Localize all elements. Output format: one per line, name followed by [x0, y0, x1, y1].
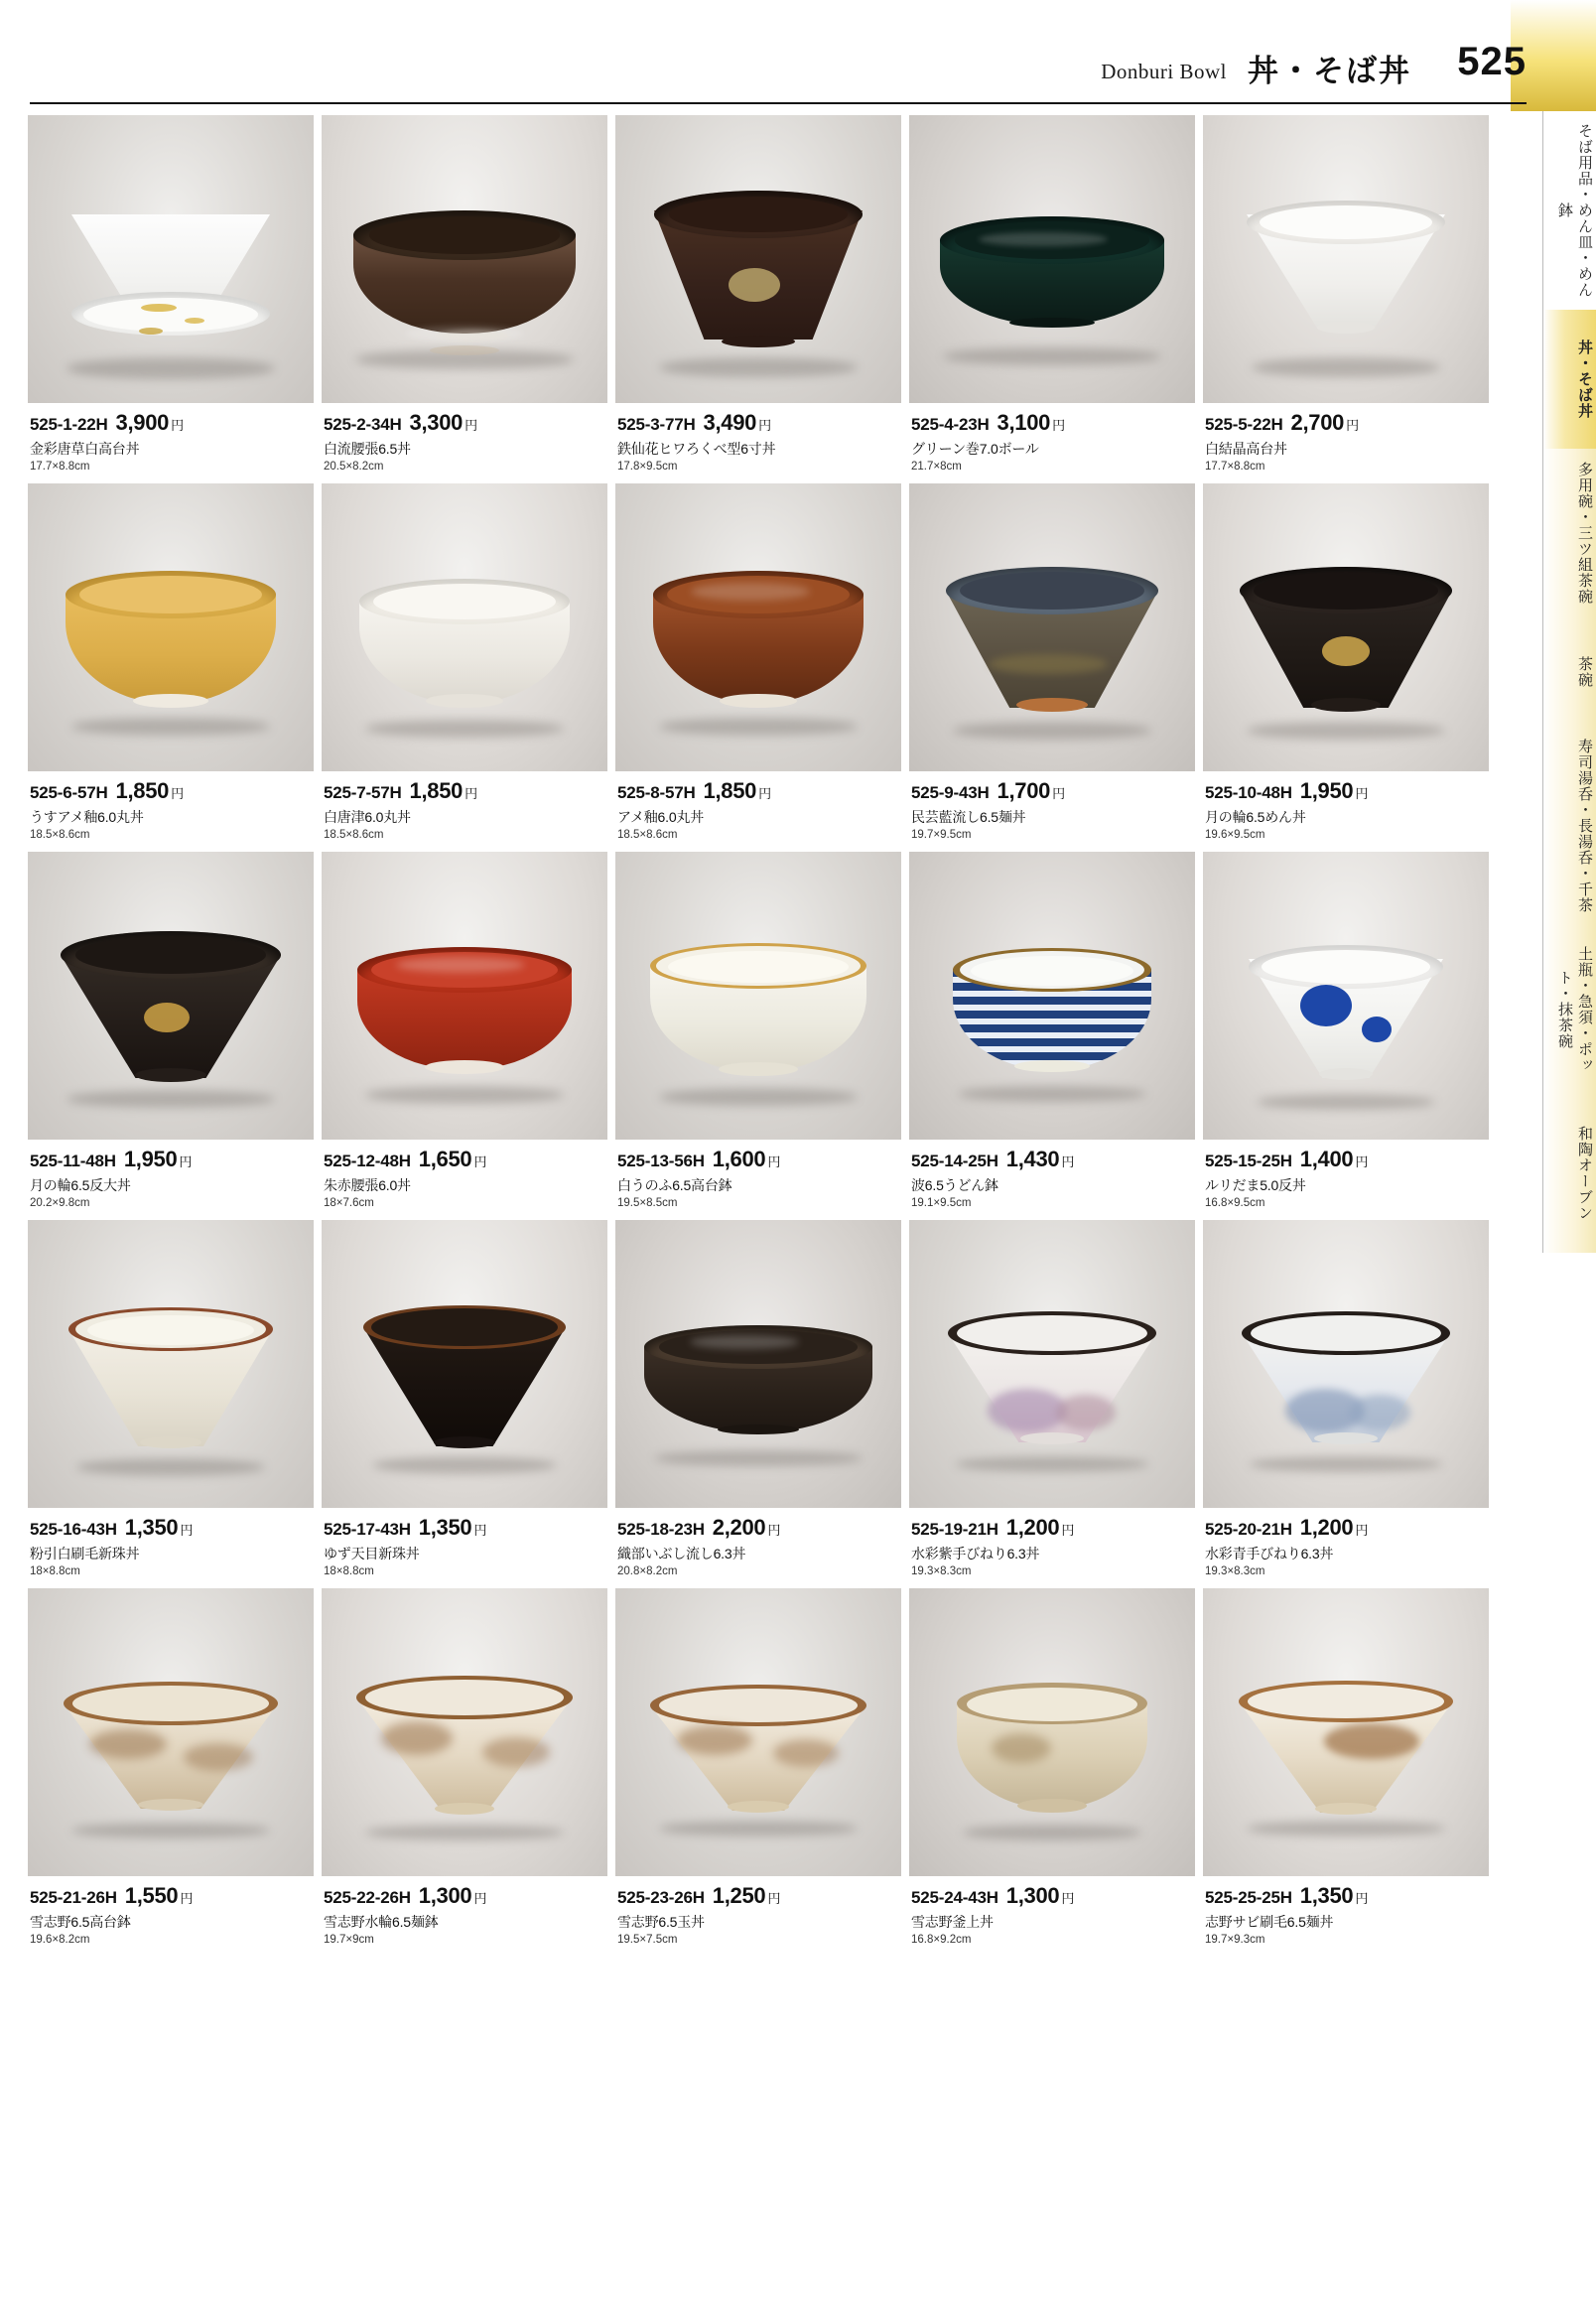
- product-price: 3,100: [997, 410, 1051, 435]
- product-photo: [1203, 852, 1489, 1140]
- product-cell[interactable]: [24, 483, 318, 852]
- product-code: 525-9-43H: [911, 783, 990, 802]
- product-photo: [1203, 1588, 1489, 1876]
- side-tab-label: 和陶オーブン: [1576, 1126, 1593, 1221]
- currency-unit: 円: [180, 1891, 194, 1906]
- product-code: 525-11-48H: [30, 1152, 116, 1170]
- product-size: 19.7×9.3cm: [1205, 1934, 1265, 1946]
- product-code: 525-19-21H: [911, 1520, 998, 1539]
- currency-unit: 円: [171, 786, 185, 801]
- product-size: 18×7.6cm: [324, 1197, 374, 1209]
- product-photo: [1203, 483, 1489, 771]
- product-code: 525-13-56H: [617, 1152, 705, 1170]
- product-price: 1,300: [418, 1883, 472, 1908]
- product-caption: [909, 1876, 1195, 1957]
- product-price: 1,950: [1299, 778, 1354, 803]
- product-name: グリーン巻7.0ボール: [911, 441, 1039, 457]
- product-price: 1,300: [1005, 1883, 1060, 1908]
- product-name: ゆず天目新珠丼: [324, 1546, 420, 1561]
- header-title-english: Donburi Bowl: [1101, 60, 1227, 83]
- product-photo: [28, 1588, 314, 1876]
- product-caption: [909, 403, 1195, 483]
- product-price: 3,300: [409, 410, 464, 435]
- product-row: [24, 1588, 1493, 1957]
- product-cell[interactable]: [318, 483, 611, 852]
- product-price: 1,350: [1299, 1883, 1354, 1908]
- product-code: 525-21-26H: [30, 1888, 117, 1907]
- product-size: 17.7×8.8cm: [1205, 461, 1265, 473]
- currency-unit: 円: [465, 418, 478, 433]
- product-size: 16.8×9.5cm: [1205, 1197, 1265, 1209]
- product-size: 18.5×8.6cm: [30, 829, 90, 841]
- product-size: 19.5×7.5cm: [617, 1934, 678, 1946]
- product-caption: [1203, 771, 1489, 852]
- product-cell[interactable]: [611, 852, 905, 1220]
- product-price: 1,600: [712, 1147, 766, 1171]
- product-caption: [28, 403, 314, 483]
- currency-unit: 円: [180, 1523, 194, 1538]
- product-code: 525-5-22H: [1205, 415, 1283, 434]
- product-row: [24, 115, 1493, 483]
- currency-unit: 円: [473, 1154, 487, 1169]
- currency-unit: 円: [758, 786, 772, 801]
- product-name: 水彩青手びねり6.3丼: [1205, 1546, 1334, 1561]
- product-cell[interactable]: [24, 1220, 318, 1588]
- currency-unit: 円: [1052, 418, 1066, 433]
- currency-unit: 円: [473, 1523, 487, 1538]
- product-size: 21.7×8cm: [911, 461, 962, 473]
- product-cell[interactable]: [1199, 483, 1493, 852]
- product-caption: [615, 1140, 901, 1220]
- side-tab-4[interactable]: [1542, 617, 1596, 727]
- product-caption: [322, 1876, 607, 1957]
- product-code: 525-25-25H: [1205, 1888, 1292, 1907]
- product-cell[interactable]: [611, 1588, 905, 1957]
- product-cell[interactable]: [611, 483, 905, 852]
- currency-unit: 円: [767, 1154, 781, 1169]
- product-size: 19.3×8.3cm: [911, 1565, 972, 1577]
- side-tab-label: 多用碗・三ツ組茶碗: [1576, 462, 1593, 605]
- product-code: 525-17-43H: [324, 1520, 411, 1539]
- product-photo: [615, 115, 901, 403]
- product-name: アメ釉6.0丸丼: [617, 809, 705, 825]
- product-name: 民芸藍流し6.5麺丼: [911, 809, 1026, 825]
- product-name: 金彩唐草白高台丼: [30, 441, 140, 457]
- product-cell[interactable]: [905, 1220, 1199, 1588]
- currency-unit: 円: [171, 418, 185, 433]
- currency-unit: 円: [1061, 1154, 1075, 1169]
- product-cell[interactable]: [24, 1588, 318, 1957]
- product-photo: [909, 115, 1195, 403]
- product-cell[interactable]: [611, 115, 905, 483]
- product-caption: [28, 1876, 314, 1957]
- product-name: 志野サビ刷毛6.5麺丼: [1205, 1914, 1334, 1930]
- product-photo: [28, 1220, 314, 1508]
- product-name: ルリだま5.0反丼: [1205, 1177, 1306, 1193]
- product-name: 月の輪6.5反大丼: [30, 1177, 131, 1193]
- product-photo: [322, 1588, 607, 1876]
- product-cell[interactable]: [318, 1220, 611, 1588]
- currency-unit: 円: [1061, 1891, 1075, 1906]
- product-code: 525-1-22H: [30, 415, 108, 434]
- currency-unit: 円: [1346, 418, 1360, 433]
- product-cell[interactable]: [905, 1588, 1199, 1957]
- header-title-japanese: 丼・そば丼: [1248, 54, 1411, 88]
- product-cell[interactable]: [611, 1220, 905, 1588]
- side-tab-1[interactable]: [1542, 310, 1596, 449]
- product-size: 17.7×8.8cm: [30, 461, 90, 473]
- product-caption: [322, 771, 607, 852]
- product-photo: [28, 483, 314, 771]
- product-cell[interactable]: [318, 1588, 611, 1957]
- product-size: 20.2×9.8cm: [30, 1197, 90, 1209]
- currency-unit: 円: [1355, 1154, 1369, 1169]
- product-size: 19.7×9.5cm: [911, 829, 972, 841]
- product-code: 525-18-23H: [617, 1520, 705, 1539]
- currency-unit: 円: [758, 418, 772, 433]
- product-price: 1,200: [1299, 1515, 1354, 1540]
- product-name: 粉引白刷毛新珠丼: [30, 1546, 140, 1561]
- product-size: 19.6×9.5cm: [1205, 829, 1265, 841]
- product-caption: [322, 403, 607, 483]
- product-price: 1,850: [115, 778, 170, 803]
- product-cell[interactable]: [905, 115, 1199, 483]
- product-name: 月の輪6.5めん丼: [1205, 809, 1306, 825]
- product-size: 20.8×8.2cm: [617, 1565, 678, 1577]
- side-tab-label: そば用品・めん皿・めん鉢: [1556, 123, 1593, 298]
- currency-unit: 円: [767, 1891, 781, 1906]
- currency-unit: 円: [1052, 786, 1066, 801]
- product-grid: [24, 115, 1493, 1957]
- product-size: 16.8×9.2cm: [911, 1934, 972, 1946]
- product-code: 525-10-48H: [1205, 783, 1292, 802]
- product-cell[interactable]: [1199, 1588, 1493, 1957]
- product-code: 525-3-77H: [617, 415, 696, 434]
- product-price: 1,650: [418, 1147, 472, 1171]
- side-index: [1532, 111, 1596, 1362]
- product-caption: [322, 1140, 607, 1220]
- currency-unit: 円: [1355, 786, 1369, 801]
- product-photo: [1203, 1220, 1489, 1508]
- currency-unit: 円: [179, 1154, 193, 1169]
- side-tab-5[interactable]: [1542, 727, 1596, 925]
- product-code: 525-4-23H: [911, 415, 990, 434]
- product-photo: [615, 483, 901, 771]
- product-row: [24, 852, 1493, 1220]
- product-price: 1,250: [712, 1883, 766, 1908]
- product-caption: [615, 1876, 901, 1957]
- product-code: 525-6-57H: [30, 783, 108, 802]
- side-tab-label: 茶碗: [1576, 656, 1593, 688]
- side-tab-0[interactable]: [1542, 111, 1596, 310]
- product-price: 1,850: [409, 778, 464, 803]
- product-name: 雪志野6.5高台鉢: [30, 1914, 131, 1930]
- product-row: [24, 1220, 1493, 1588]
- product-name: 白結晶高台丼: [1205, 441, 1287, 457]
- side-tab-label: 寿司湯呑・長湯呑・千茶: [1576, 739, 1593, 913]
- product-size: 18×8.8cm: [30, 1565, 80, 1577]
- product-caption: [322, 1508, 607, 1588]
- product-price: 3,490: [703, 410, 757, 435]
- product-cell[interactable]: [318, 852, 611, 1220]
- product-code: 525-7-57H: [324, 783, 402, 802]
- product-caption: [1203, 1876, 1489, 1957]
- product-price: 1,200: [1005, 1515, 1060, 1540]
- product-caption: [909, 1508, 1195, 1588]
- product-cell[interactable]: [905, 852, 1199, 1220]
- currency-unit: 円: [465, 786, 478, 801]
- product-photo: [28, 852, 314, 1140]
- side-tab-7[interactable]: [1542, 925, 1596, 1094]
- currency-unit: 円: [1355, 1891, 1369, 1906]
- product-cell[interactable]: [1199, 1220, 1493, 1588]
- currency-unit: 円: [1061, 1523, 1075, 1538]
- product-price: 1,850: [703, 778, 757, 803]
- product-code: 525-20-21H: [1205, 1520, 1292, 1539]
- product-name: 織部いぶし流し6.3丼: [617, 1546, 746, 1561]
- product-price: 1,430: [1005, 1147, 1060, 1171]
- currency-unit: 円: [473, 1891, 487, 1906]
- product-code: 525-15-25H: [1205, 1152, 1292, 1170]
- product-code: 525-14-25H: [911, 1152, 998, 1170]
- product-size: 19.6×8.2cm: [30, 1934, 90, 1946]
- product-name: 白うのふ6.5高台鉢: [617, 1177, 732, 1193]
- product-photo: [322, 1220, 607, 1508]
- product-price: 1,950: [123, 1147, 178, 1171]
- product-code: 525-2-34H: [324, 415, 402, 434]
- product-photo: [909, 1588, 1195, 1876]
- product-photo: [909, 1220, 1195, 1508]
- product-size: 19.5×8.5cm: [617, 1197, 678, 1209]
- side-tab-8[interactable]: [1542, 1094, 1596, 1253]
- currency-unit: 円: [767, 1523, 781, 1538]
- product-caption: [615, 1508, 901, 1588]
- product-cell[interactable]: [24, 852, 318, 1220]
- product-size: 20.5×8.2cm: [324, 461, 384, 473]
- product-name: 朱赤腰張6.0丼: [324, 1177, 411, 1193]
- product-price: 2,200: [712, 1515, 766, 1540]
- product-name: 波6.5うどん鉢: [911, 1177, 998, 1193]
- product-photo: [909, 483, 1195, 771]
- product-caption: [28, 1508, 314, 1588]
- product-price: 1,350: [418, 1515, 472, 1540]
- product-name: 雪志野水輪6.5麺鉢: [324, 1914, 439, 1930]
- product-row: [24, 483, 1493, 852]
- product-price: 1,400: [1299, 1147, 1354, 1171]
- product-cell[interactable]: [24, 115, 318, 483]
- side-tab-2[interactable]: [1542, 449, 1596, 617]
- currency-unit: 円: [1355, 1523, 1369, 1538]
- product-photo: [322, 852, 607, 1140]
- product-size: 18.5×8.6cm: [617, 829, 678, 841]
- product-price: 1,350: [124, 1515, 179, 1540]
- product-size: 18×8.8cm: [324, 1565, 374, 1577]
- product-cell[interactable]: [905, 483, 1199, 852]
- product-cell[interactable]: [1199, 852, 1493, 1220]
- product-name: 白流腰張6.5丼: [324, 441, 411, 457]
- product-code: 525-22-26H: [324, 1888, 411, 1907]
- product-size: 19.1×9.5cm: [911, 1197, 972, 1209]
- product-size: 18.5×8.6cm: [324, 829, 384, 841]
- product-code: 525-24-43H: [911, 1888, 998, 1907]
- product-size: 17.8×9.5cm: [617, 461, 678, 473]
- product-size: 19.3×8.3cm: [1205, 1565, 1265, 1577]
- page-header: [0, 0, 1596, 111]
- product-price: 1,700: [997, 778, 1051, 803]
- product-price: 3,900: [115, 410, 170, 435]
- product-caption: [909, 1140, 1195, 1220]
- product-name: 白唐津6.0丸丼: [324, 809, 411, 825]
- product-caption: [1203, 1140, 1489, 1220]
- product-photo: [322, 483, 607, 771]
- product-cell[interactable]: [318, 115, 611, 483]
- product-photo: [28, 115, 314, 403]
- product-name: 鉄仙花ヒワろくべ型6寸丼: [617, 441, 776, 457]
- product-code: 525-12-48H: [324, 1152, 411, 1170]
- product-cell[interactable]: [1199, 115, 1493, 483]
- product-caption: [28, 771, 314, 852]
- header-divider: [30, 102, 1527, 104]
- product-code: 525-8-57H: [617, 783, 696, 802]
- product-name: 雪志野釜上丼: [911, 1914, 994, 1930]
- product-photo: [1203, 115, 1489, 403]
- product-photo: [909, 852, 1195, 1140]
- product-name: 雪志野6.5玉丼: [617, 1914, 705, 1930]
- product-photo: [615, 1588, 901, 1876]
- product-photo: [322, 115, 607, 403]
- product-name: うすアメ釉6.0丸丼: [30, 809, 144, 825]
- product-caption: [615, 403, 901, 483]
- product-code: 525-16-43H: [30, 1520, 117, 1539]
- product-caption: [909, 771, 1195, 852]
- side-tab-label: 土瓶・急須・ポット・抹茶碗: [1556, 946, 1593, 1073]
- product-photo: [615, 852, 901, 1140]
- product-code: 525-23-26H: [617, 1888, 705, 1907]
- product-caption: [28, 1140, 314, 1220]
- product-price: 2,700: [1290, 410, 1345, 435]
- page-number: 525: [1457, 40, 1527, 83]
- product-caption: [615, 771, 901, 852]
- product-photo: [615, 1220, 901, 1508]
- product-caption: [1203, 1508, 1489, 1588]
- product-size: 19.7×9cm: [324, 1934, 374, 1946]
- product-caption: [1203, 403, 1489, 483]
- side-tab-label: 丼・そば丼: [1576, 339, 1593, 419]
- product-price: 1,550: [124, 1883, 179, 1908]
- product-name: 水彩紫手びねり6.3丼: [911, 1546, 1040, 1561]
